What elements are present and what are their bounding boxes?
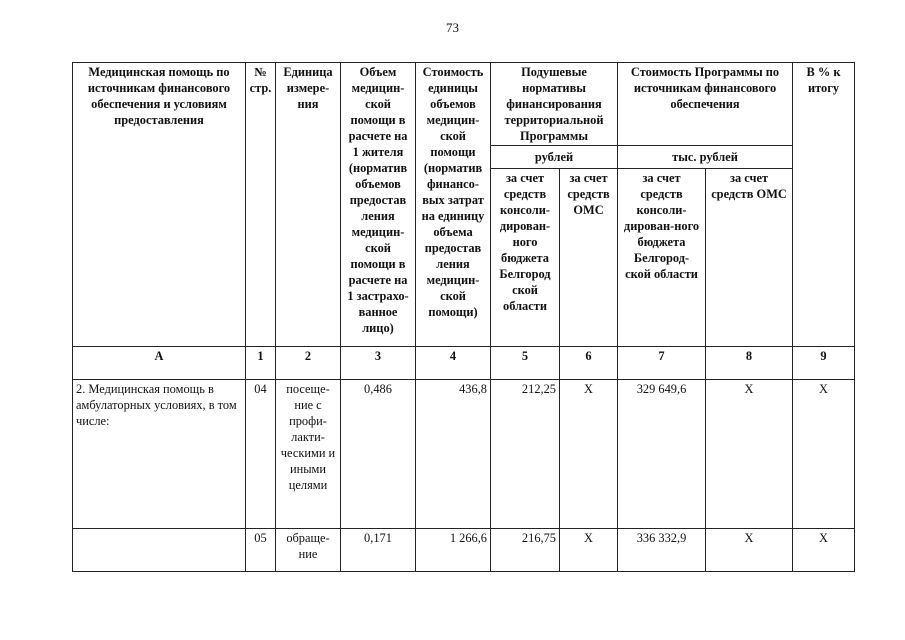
- header-unit-rubles: рублей: [491, 146, 618, 169]
- row-cost: 1 266,6: [416, 529, 491, 572]
- header-col-4: Стоимость единицы объемов медицин-ской помощи (норматив финансо-вых затрат на единицу объема предостав ления медицин-ской помощи): [416, 63, 491, 347]
- row-unit: посеще-ние с профи-лакти-ческими и иными целями: [276, 380, 341, 529]
- header-col-7: за счет средств консоли-дирован-ного бюджета Белгород-ской области: [618, 169, 706, 347]
- page-number: 73: [446, 20, 459, 35]
- row-volume: 0,486: [341, 380, 416, 529]
- row-program-oms: Х: [706, 529, 793, 572]
- row-unit: обраще-ние: [276, 529, 341, 572]
- row-program-budget: 336 332,9: [618, 529, 706, 572]
- header-group-program-cost: Стоимость Программы по источникам финансового обеспечения: [618, 63, 793, 146]
- header-row-1: [73, 63, 855, 146]
- index-cell: А: [73, 347, 246, 380]
- row-program-budget: 329 649,6: [618, 380, 706, 529]
- row-per-capita-budget: 216,75: [491, 529, 560, 572]
- index-cell: 6: [560, 347, 618, 380]
- table-row: [73, 380, 855, 529]
- column-index-row: [73, 347, 855, 380]
- row-percent: Х: [793, 380, 855, 529]
- row-volume: 0,171: [341, 529, 416, 572]
- header-col-2: Единица измере-ния: [276, 63, 341, 347]
- header-col-3: Объем медицин-ской помощи в расчете на 1 жителя (норматив объемов предостав ления медицин-ской помощи в расчете на 1 застрахо-ванное лицо): [341, 63, 416, 347]
- row-line-number: 04: [246, 380, 276, 529]
- header-col-6: за счет средств ОМС: [560, 169, 618, 347]
- row-program-oms: Х: [706, 380, 793, 529]
- row-per-capita-budget: 212,25: [491, 380, 560, 529]
- index-cell: 9: [793, 347, 855, 380]
- row-per-capita-oms: Х: [560, 529, 618, 572]
- row-cost: 436,8: [416, 380, 491, 529]
- index-cell: 5: [491, 347, 560, 380]
- table-row: [73, 529, 855, 572]
- row-percent: Х: [793, 529, 855, 572]
- header-col-8: за счет средств ОМС: [706, 169, 793, 347]
- index-cell: 4: [416, 347, 491, 380]
- financing-table: [72, 62, 855, 572]
- row-per-capita-oms: Х: [560, 380, 618, 529]
- header-col-9: В % к итогу: [793, 63, 855, 347]
- row-name: [73, 529, 246, 572]
- index-cell: 8: [706, 347, 793, 380]
- index-cell: 7: [618, 347, 706, 380]
- index-cell: 3: [341, 347, 416, 380]
- index-cell: 2: [276, 347, 341, 380]
- header-group-per-capita: Подушевые нормативы финансирования территориальной Программы: [491, 63, 618, 146]
- row-name: 2. Медицинская помощь в амбулаторных условиях, в том числе:: [73, 380, 246, 529]
- index-cell: 1: [246, 347, 276, 380]
- header-col-1: № стр.: [246, 63, 276, 347]
- header-unit-thousand-rubles: тыс. рублей: [618, 146, 793, 169]
- row-line-number: 05: [246, 529, 276, 572]
- header-col-a: Медицинская помощь по источникам финансового обеспечения и условиям предоставления: [73, 63, 246, 347]
- header-col-5: за счет средств консоли-дирован-ного бюджета Белгород ской области: [491, 169, 560, 347]
